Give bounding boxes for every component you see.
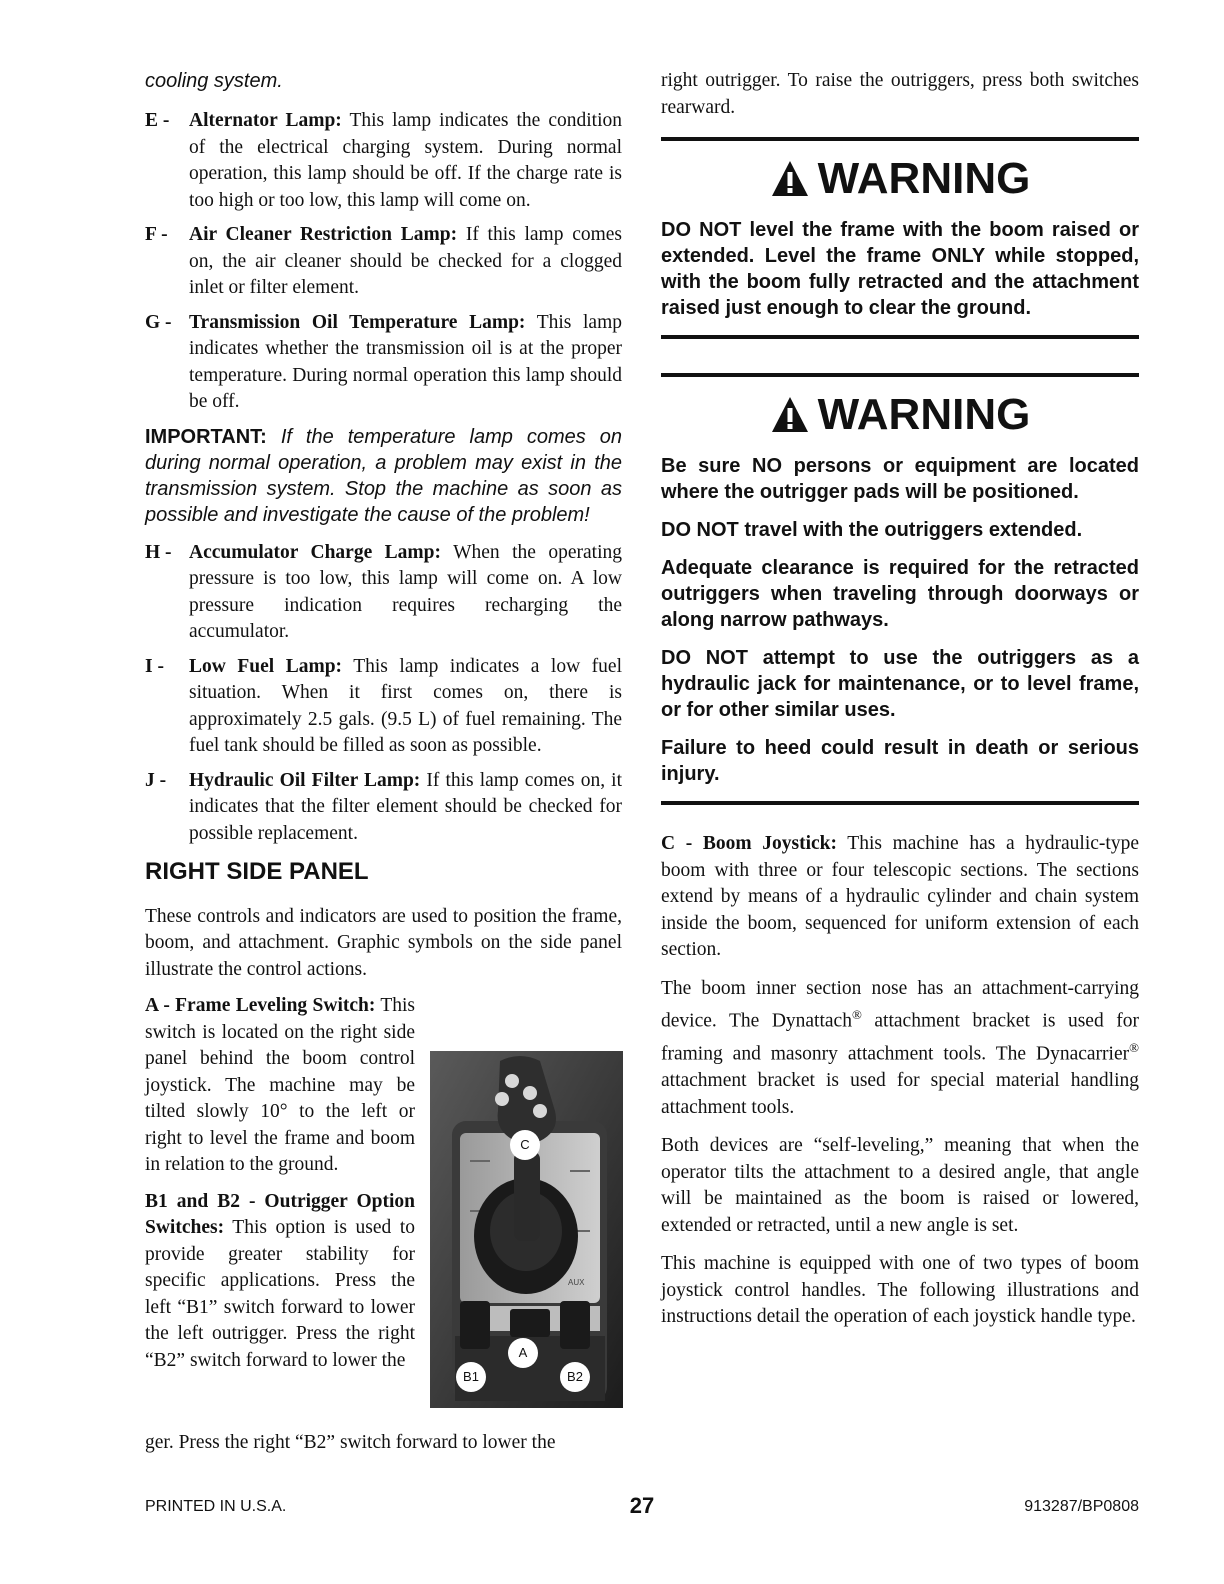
warning-heading-2: WARNING (661, 389, 1139, 441)
svg-text:AUX: AUX (568, 1278, 585, 1287)
page-number: 27 (629, 1493, 655, 1518)
boom-joystick-paragraph: C - Boom Joystick: This machine has a hydraulic-type boom with three or four telescopic sections. The sections extend by means of a hydraulic cylinder and chain system inside the boom, sequenced for uniform extension of each section. (661, 833, 1139, 960)
lamp-item-h: H - Accumulator Charge Lamp: When the operating pressure is too low, this lamp will come on. A low pressure indication requires recharging the accumulator. (145, 541, 622, 642)
lamp-list-bottom (145, 540, 622, 848)
warning-2-text-4: DO NOT attempt to use the outriggers as a hydraulic jack for maintenance, or to level frame, or for other similar uses. (661, 647, 1139, 721)
footer-right: 913287/BP0808 (1024, 1498, 1139, 1515)
warning-triangle-icon (770, 159, 810, 199)
warning-box-1 (661, 137, 1139, 339)
lamp-list-top (145, 108, 622, 416)
lamp-item-j: J - Hydraulic Oil Filter Lamp: If this lamp comes on, it indicates that the filter element should be checked for possible replacement. (145, 769, 623, 844)
self-leveling-paragraph: Both devices are “self-leveling,” meaning that when the operator tilts the attachment to a desired angle, that angle will be maintained as the boom is raised or lowered, extended or retracted, until a new angle is set. (661, 1135, 1139, 1236)
warning-2-text-5: Failure to heed could result in death or serious injury. (661, 737, 1139, 785)
side-panel-photo (430, 1051, 623, 1408)
section-intro: These controls and indicators are used to position the frame, boom, and attachment. Graphic symbols on the side panel illustrate the control actions. (145, 905, 622, 980)
warning-1-text: DO NOT level the frame with the boom raised or extended. Level the frame ONLY while stopped, with the boom fully retracted and the attachment raised just enough to clear the ground. (661, 219, 1139, 319)
warning-triangle-icon (770, 395, 810, 435)
top-line: cooling system. (145, 70, 283, 92)
warning-2-text-1: Be sure NO persons or equipment are located where the outrigger pads will be positioned. (661, 455, 1139, 503)
attachment-paragraph: The boom inner section nose has an attachment-carrying device. The Dynattach® attachment bracket is used for framing and masonry attachment tools. The Dynacarrier® attachment bracket is used for special material handling attachment tools. (661, 977, 1139, 1118)
warning-box-2 (661, 373, 1139, 805)
outrigger-continuation: ger. Press the right “B2” switch forward to lower the (145, 1432, 556, 1453)
right-column (661, 68, 1139, 1331)
label-b1: B1 (456, 1362, 486, 1392)
joystick-types-paragraph: This machine is equipped with one of two types of boom joystick control handles. The following illustrations and instructions detail the operation of each joystick handle type. (661, 1253, 1139, 1327)
label-c: C (510, 1130, 540, 1160)
outrigger-raise-text: right outrigger. To raise the outriggers, press both switches rearward. (661, 70, 1139, 118)
footer-left: PRINTED IN U.S.A. (145, 1498, 287, 1515)
label-a: A (508, 1338, 538, 1368)
outrigger-paragraph: B1 and B2 - Outrigger Option Switches: This option is used to provide greater stability for specific applications. Press the left “B1” switch forward to lower the left outrigger. Press the right “B2” switch forward to lower the (145, 1190, 415, 1371)
section-heading: RIGHT SIDE PANEL (145, 858, 369, 885)
lamp-item-g: G - Transmission Oil Temperature Lamp: This lamp indicates whether the transmission oil is at the proper temperature. During normal operation this lamp should be off. (145, 311, 622, 412)
lamp-item-e: E - Alternator Lamp: This lamp indicates the condition of the electrical charging system. During normal operation, this lamp should be off. If the charge rate is too high or too low, this lamp will come on. (145, 110, 622, 211)
lamp-item-i: I - Low Fuel Lamp: This lamp indicates a low fuel situation. When it first comes on, there is approximately 2.5 gals. (9.5 L) of fuel remaining. The fuel tank should be filled as soon as possible. (145, 655, 622, 756)
warning-2-text-2: DO NOT travel with the outriggers extended. (661, 519, 1083, 541)
frame-leveling-paragraph: A - Frame Leveling Switch: This switch is located on the right side panel behind the boom control joystick. The machine may be tilted slowly 10° to the left or right to level the frame and boom in relation to the ground. (145, 995, 415, 1175)
warning-heading-1: WARNING (661, 153, 1139, 205)
label-b2: B2 (560, 1362, 590, 1392)
important-note: IMPORTANT: If the temperature lamp comes on during normal operation, a problem may exist in the transmission system. Stop the machine as soon as possible and investigate the cause of the problem! (145, 425, 622, 526)
warning-2-text-3: Adequate clearance is required for the retracted outriggers when traveling through doorways or along narrow pathways. (661, 557, 1139, 631)
lamp-item-f: F - Air Cleaner Restriction Lamp: If this lamp comes on, the air cleaner should be checked for a clogged inlet or filter element. (145, 224, 623, 298)
